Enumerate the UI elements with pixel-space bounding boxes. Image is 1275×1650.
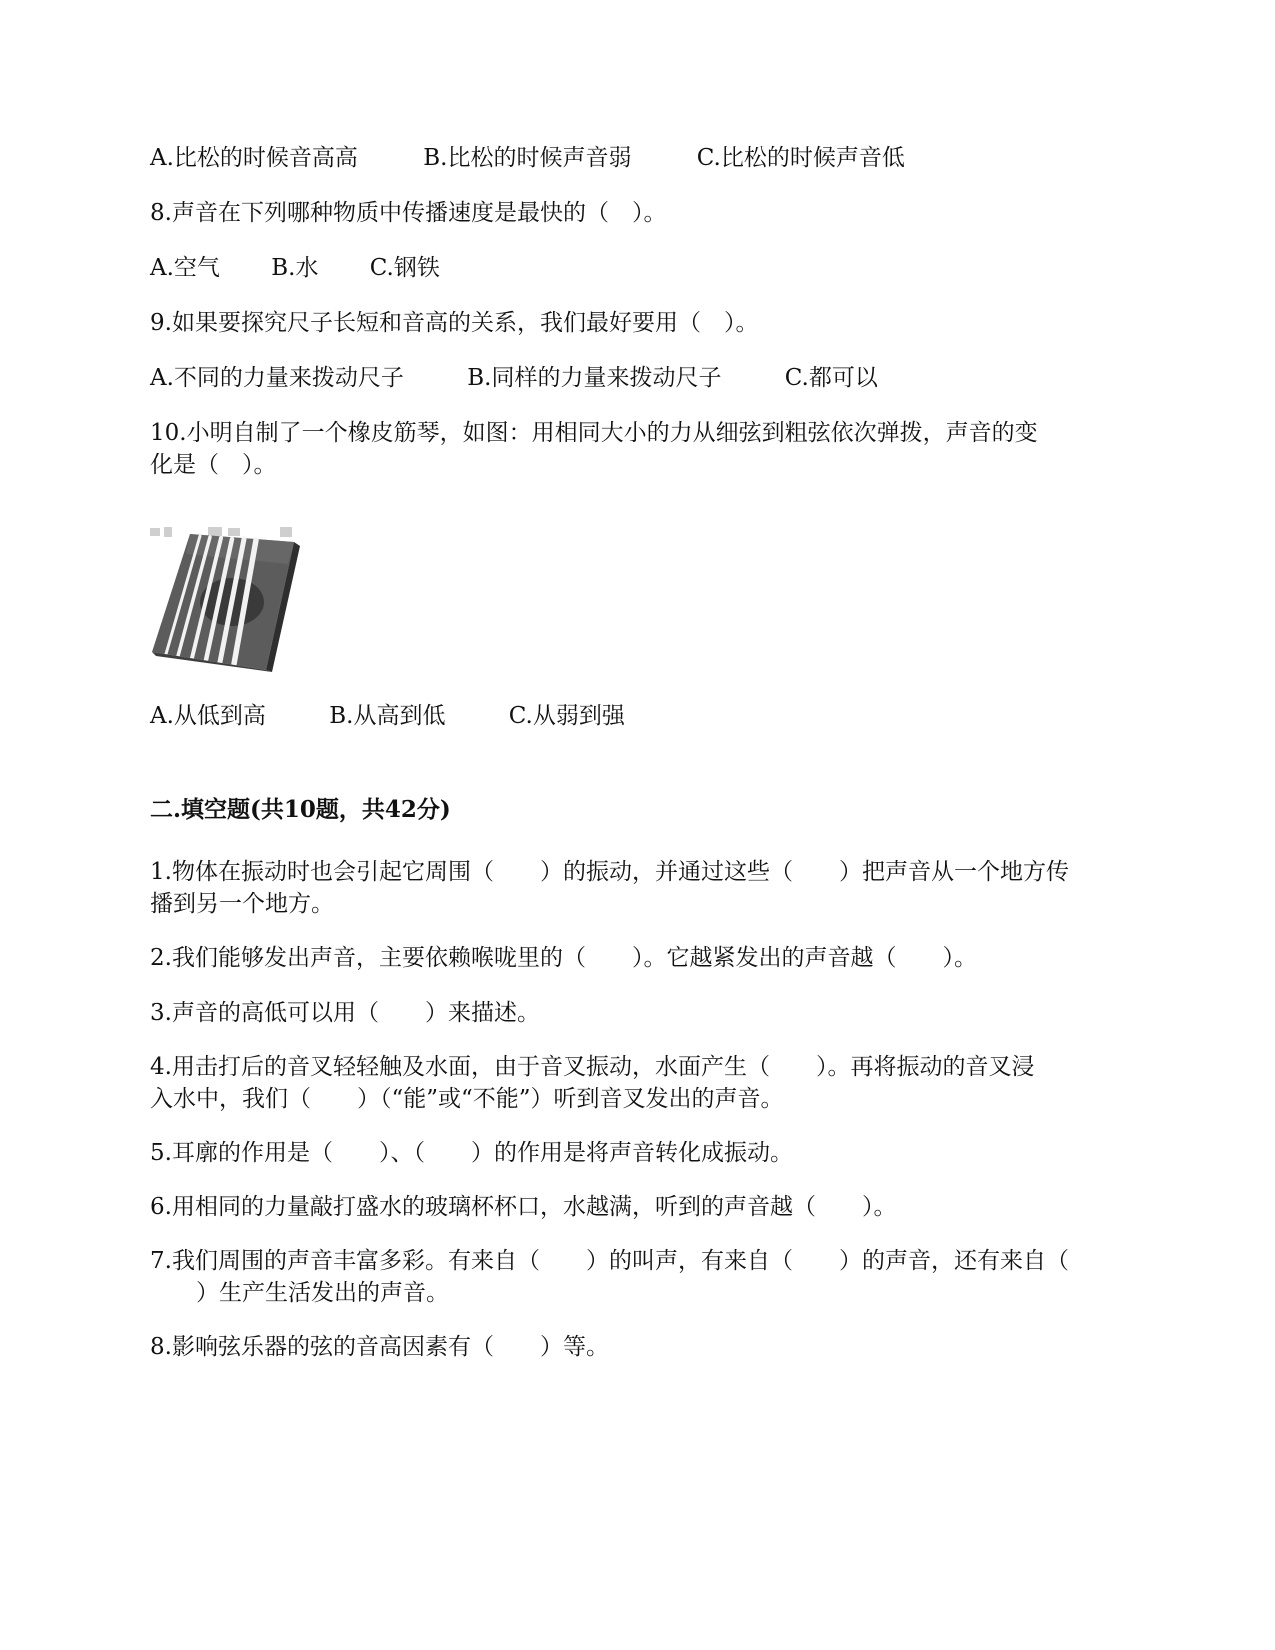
fill-q5: 5.耳廓的作用是（ ）、（ ）的作用是将声音转化成振动。	[150, 1140, 793, 1166]
q7-option-a: A.比松的时候音高高	[150, 145, 358, 171]
section-heading-fill-in: 二.填空题(共10题，共42分)	[150, 796, 451, 823]
q8-option-c: C.钢铁	[369, 255, 440, 281]
q9-option-a: A.不同的力量来拨动尺子	[150, 365, 404, 391]
q10-option-a: A.从低到高	[150, 703, 266, 729]
q7-option-c: C.比松的时候声音低	[696, 145, 905, 171]
fill-q4-line1: 4.用击打后的音叉轻轻触及水面，由于音叉振动，水面产生（ ）。再将振动的音叉浸	[150, 1054, 1035, 1080]
q10-options	[150, 700, 625, 732]
fill-q8: 8.影响弦乐器的弦的音高因素有（ ）等。	[150, 1334, 609, 1360]
q10-stem-line1: 10.小明自制了一个橡皮筋琴，如图：用相同大小的力从细弦到粗弦依次弹拨，声音的变	[150, 420, 1038, 446]
fill-q7-line1: 7.我们周围的声音丰富多彩。有来自（ ）的叫声，有来自（ ）的声音，还有来自（	[150, 1248, 1069, 1274]
fill-q1-line2: 播到另一个地方。	[150, 891, 334, 917]
q8-option-a: A.空气	[150, 255, 220, 281]
q8-option-b: B.水	[271, 255, 319, 281]
q7-option-b: B.比松的时候声音弱	[423, 145, 632, 171]
q10-option-c: C.从弱到强	[508, 703, 625, 729]
fill-q3: 3.声音的高低可以用（ ）来描述。	[150, 1000, 540, 1026]
q9-option-c: C.都可以	[784, 365, 878, 391]
q10-stem-line2: 化是（ ）。	[150, 452, 277, 478]
fill-q1-line1: 1.物体在振动时也会引起它周围（ ）的振动，并通过这些（ ）把声音从一个地方传	[150, 859, 1069, 885]
q7-options	[150, 142, 905, 174]
q9-option-b: B.同样的力量来拨动尺子	[467, 365, 722, 391]
q10-option-b: B.从高到低	[329, 703, 446, 729]
fill-q7-line2: ）生产生活发出的声音。	[150, 1280, 449, 1306]
q9-stem: 9.如果要探究尺子长短和音高的关系，我们最好要用（ ）。	[150, 310, 759, 336]
q8-stem: 8.声音在下列哪种物质中传播速度是最快的（ ）。	[150, 200, 667, 226]
fill-q4-line2: 入水中，我们（ ）（“能”或“不能”）听到音叉发出的声音。	[150, 1086, 784, 1112]
q9-options	[150, 362, 878, 394]
rubber-band-guitar-image	[148, 524, 308, 674]
fill-q2: 2.我们能够发出声音，主要依赖喉咙里的（ ）。它越紧发出的声音越（ ）。	[150, 945, 977, 971]
q8-options	[150, 252, 440, 284]
fill-q6: 6.用相同的力量敲打盛水的玻璃杯杯口，水越满，听到的声音越（ ）。	[150, 1194, 897, 1220]
